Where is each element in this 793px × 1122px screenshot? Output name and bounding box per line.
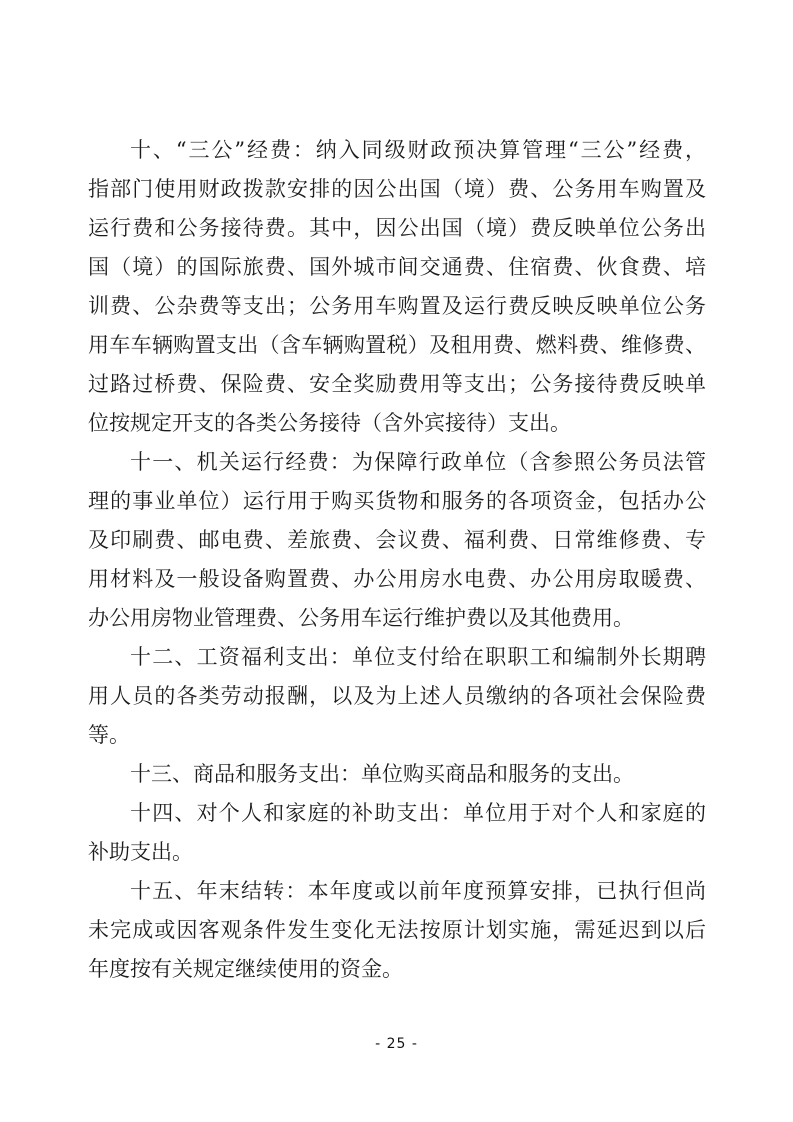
text-line: 等。: [88, 723, 130, 747]
text-line: 补助支出。: [88, 840, 193, 864]
text-line: 及印刷费、邮电费、差旅费、会议费、福利费、日常维修费、专: [88, 528, 706, 552]
text-line: 运行费和公务接待费。其中，因公出国（境）费反映单位公务出: [88, 216, 706, 240]
paragraph: [88, 131, 706, 443]
text-line: 用车车辆购置支出（含车辆购置税）及租用费、燃料费、维修费、: [88, 333, 706, 357]
text-line: 国（境）的国际旅费、国外城市间交通费、住宿费、伙食费、培: [88, 255, 706, 279]
page-number: - 25 -: [375, 1036, 418, 1052]
paragraph: [88, 794, 706, 872]
text-line: 十四、对个人和家庭的补助支出：单位用于对个人和家庭的: [130, 801, 706, 825]
text-line: 办公用房物业管理费、公务用车运行维护费以及其他费用。: [88, 606, 634, 630]
text-line: 十一、机关运行经费：为保障行政单位（含参照公务员法管: [130, 450, 706, 474]
text-line: 十五、年末结转：本年度或以前年度预算安排，已执行但尚: [130, 879, 706, 903]
text-line: 理的事业单位）运行用于购买货物和服务的各项资金，包括办公: [88, 489, 706, 513]
paragraph: [88, 638, 706, 755]
paragraph: [88, 443, 706, 638]
paragraph: [88, 755, 706, 794]
text-line: 指部门使用财政拨款安排的因公出国（境）费、公务用车购置及: [88, 177, 706, 201]
text-line: 十、“三公”经费：纳入同级财政预决算管理“三公”经费，: [130, 138, 706, 162]
text-line: 年度按有关规定继续使用的资金。: [88, 957, 403, 981]
document-body: [88, 131, 706, 989]
text-line: 用材料及一般设备购置费、办公用房水电费、办公用房取暖费、: [88, 567, 706, 591]
paragraph: [88, 872, 706, 989]
text-line: 未完成或因客观条件发生变化无法按原计划实施，需延迟到以后: [88, 918, 706, 942]
text-line: 用人员的各类劳动报酬，以及为上述人员缴纳的各项社会保险费: [88, 684, 706, 708]
text-line: 位按规定开支的各类公务接待（含外宾接待）支出。: [88, 411, 571, 435]
text-line: 训费、公杂费等支出；公务用车购置及运行费反映反映单位公务: [88, 294, 706, 318]
text-line: 过路过桥费、保险费、安全奖励费用等支出；公务接待费反映单: [88, 372, 706, 396]
text-line: 十三、商品和服务支出：单位购买商品和服务的支出。: [130, 762, 634, 786]
text-line: 十二、工资福利支出：单位支付给在职职工和编制外长期聘: [130, 645, 706, 669]
